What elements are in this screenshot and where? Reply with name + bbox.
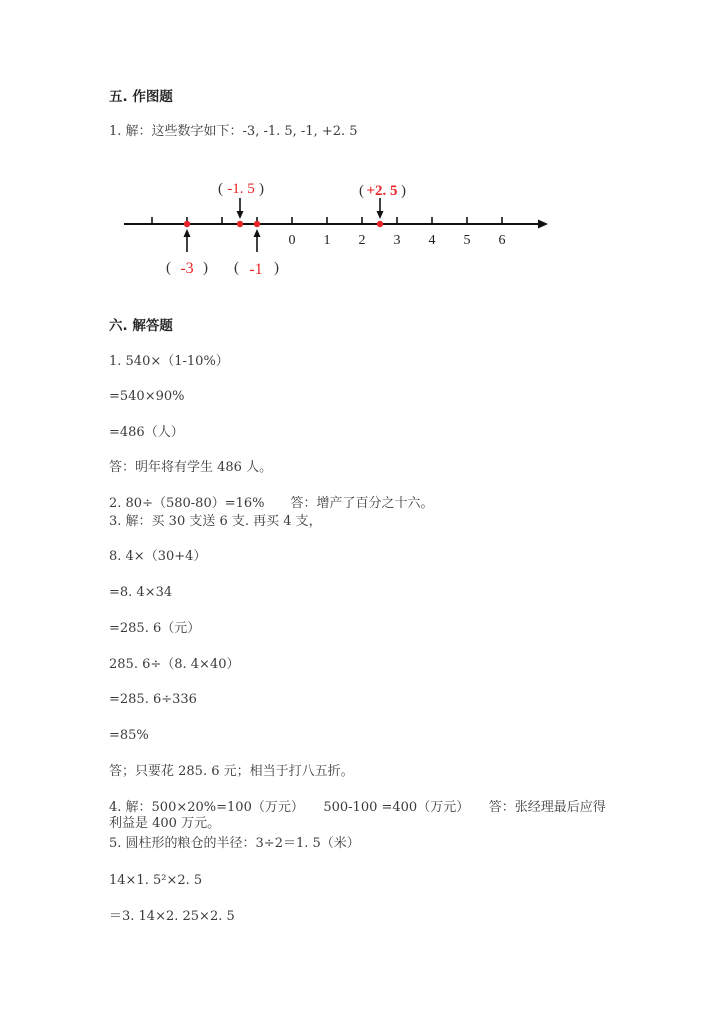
arrow-down-icon [237,211,244,219]
tick-label-2: 2 [358,233,366,248]
tick-label-4: 4 [428,233,436,248]
point-label: -1 [249,261,263,278]
tick-label-1: 1 [323,233,331,248]
answer-line: 2. 80÷（580-80）=16% 答：增产了百分之十六。 [109,496,434,511]
point-minus-3 [166,221,208,277]
bracket-open: ( [166,260,171,276]
answer-line: 1. 540×（1-10%） [109,354,229,369]
bracket-close: ) [401,183,406,199]
point-dot-icon [184,221,190,227]
point-plus-2-5 [359,183,406,227]
point-label: -3 [180,260,194,277]
answer-line: 3. 解：买 30 支送 6 支. 再买 4 支， [109,514,322,529]
bracket-close: ) [259,181,264,197]
answer-line: =8. 4×34 [109,585,173,600]
bracket-open: ( [234,260,239,276]
arrow-up-icon [184,229,191,237]
point-label: -1. 5 [227,181,255,197]
answer-line: 285. 6÷（8. 4×40） [109,657,240,672]
answer-line: ＝3. 14×2. 25×2. 5 [109,909,235,924]
answer-line: 5. 圆柱形的粮仓的半径：3÷2＝1. 5（米） [109,836,360,851]
tick-labels [289,233,506,248]
answer-line: =540×90% [109,389,185,404]
axis-arrow-icon [538,220,548,229]
section-heading-drawing: 五. 作图题 [109,89,173,105]
section-heading-answers: 六. 解答题 [109,318,173,334]
answer-line: =285. 6÷336 [109,692,197,707]
tick-label-0: 0 [288,233,296,248]
answer-line: 14×1. 5²×2. 5 [109,873,203,888]
point-minus-1 [234,221,279,278]
number-line-ticks [152,217,502,224]
tick-label-5: 5 [463,233,471,248]
arrow-down-icon [377,211,384,219]
tick-label-3: 3 [393,233,401,248]
point-dot-icon [254,221,260,227]
point-dot-icon [377,221,383,227]
answer-line: 答：明年将有学生 486 人。 [109,460,273,475]
answer-line: =486（人） [109,425,184,440]
tick-label-6: 6 [498,233,506,248]
question-1-text: 1. 解：这些数字如下：-3, -1. 5, -1, +2. 5 [109,124,358,139]
number-line-figure [0,0,720,300]
bracket-open: ( [359,183,364,199]
arrow-up-icon [254,229,261,237]
answer-line: 4. 解：500×20%=100（万元） 500-100 =400（万元） 答：张经理最后应得利益是 400 万元。 [109,800,606,831]
point-label: +2. 5 [366,183,398,199]
bracket-open: ( [218,181,223,197]
bracket-close: ) [203,260,208,276]
answer-line: =85% [109,728,149,743]
answer-line: =285. 6（元） [109,621,201,636]
answer-line: 8. 4×（30+4） [109,549,207,564]
point-dot-icon [237,221,243,227]
bracket-close: ) [274,260,279,276]
answer-line: 答；只要花 285. 6 元；相当于打八五折。 [109,764,354,779]
